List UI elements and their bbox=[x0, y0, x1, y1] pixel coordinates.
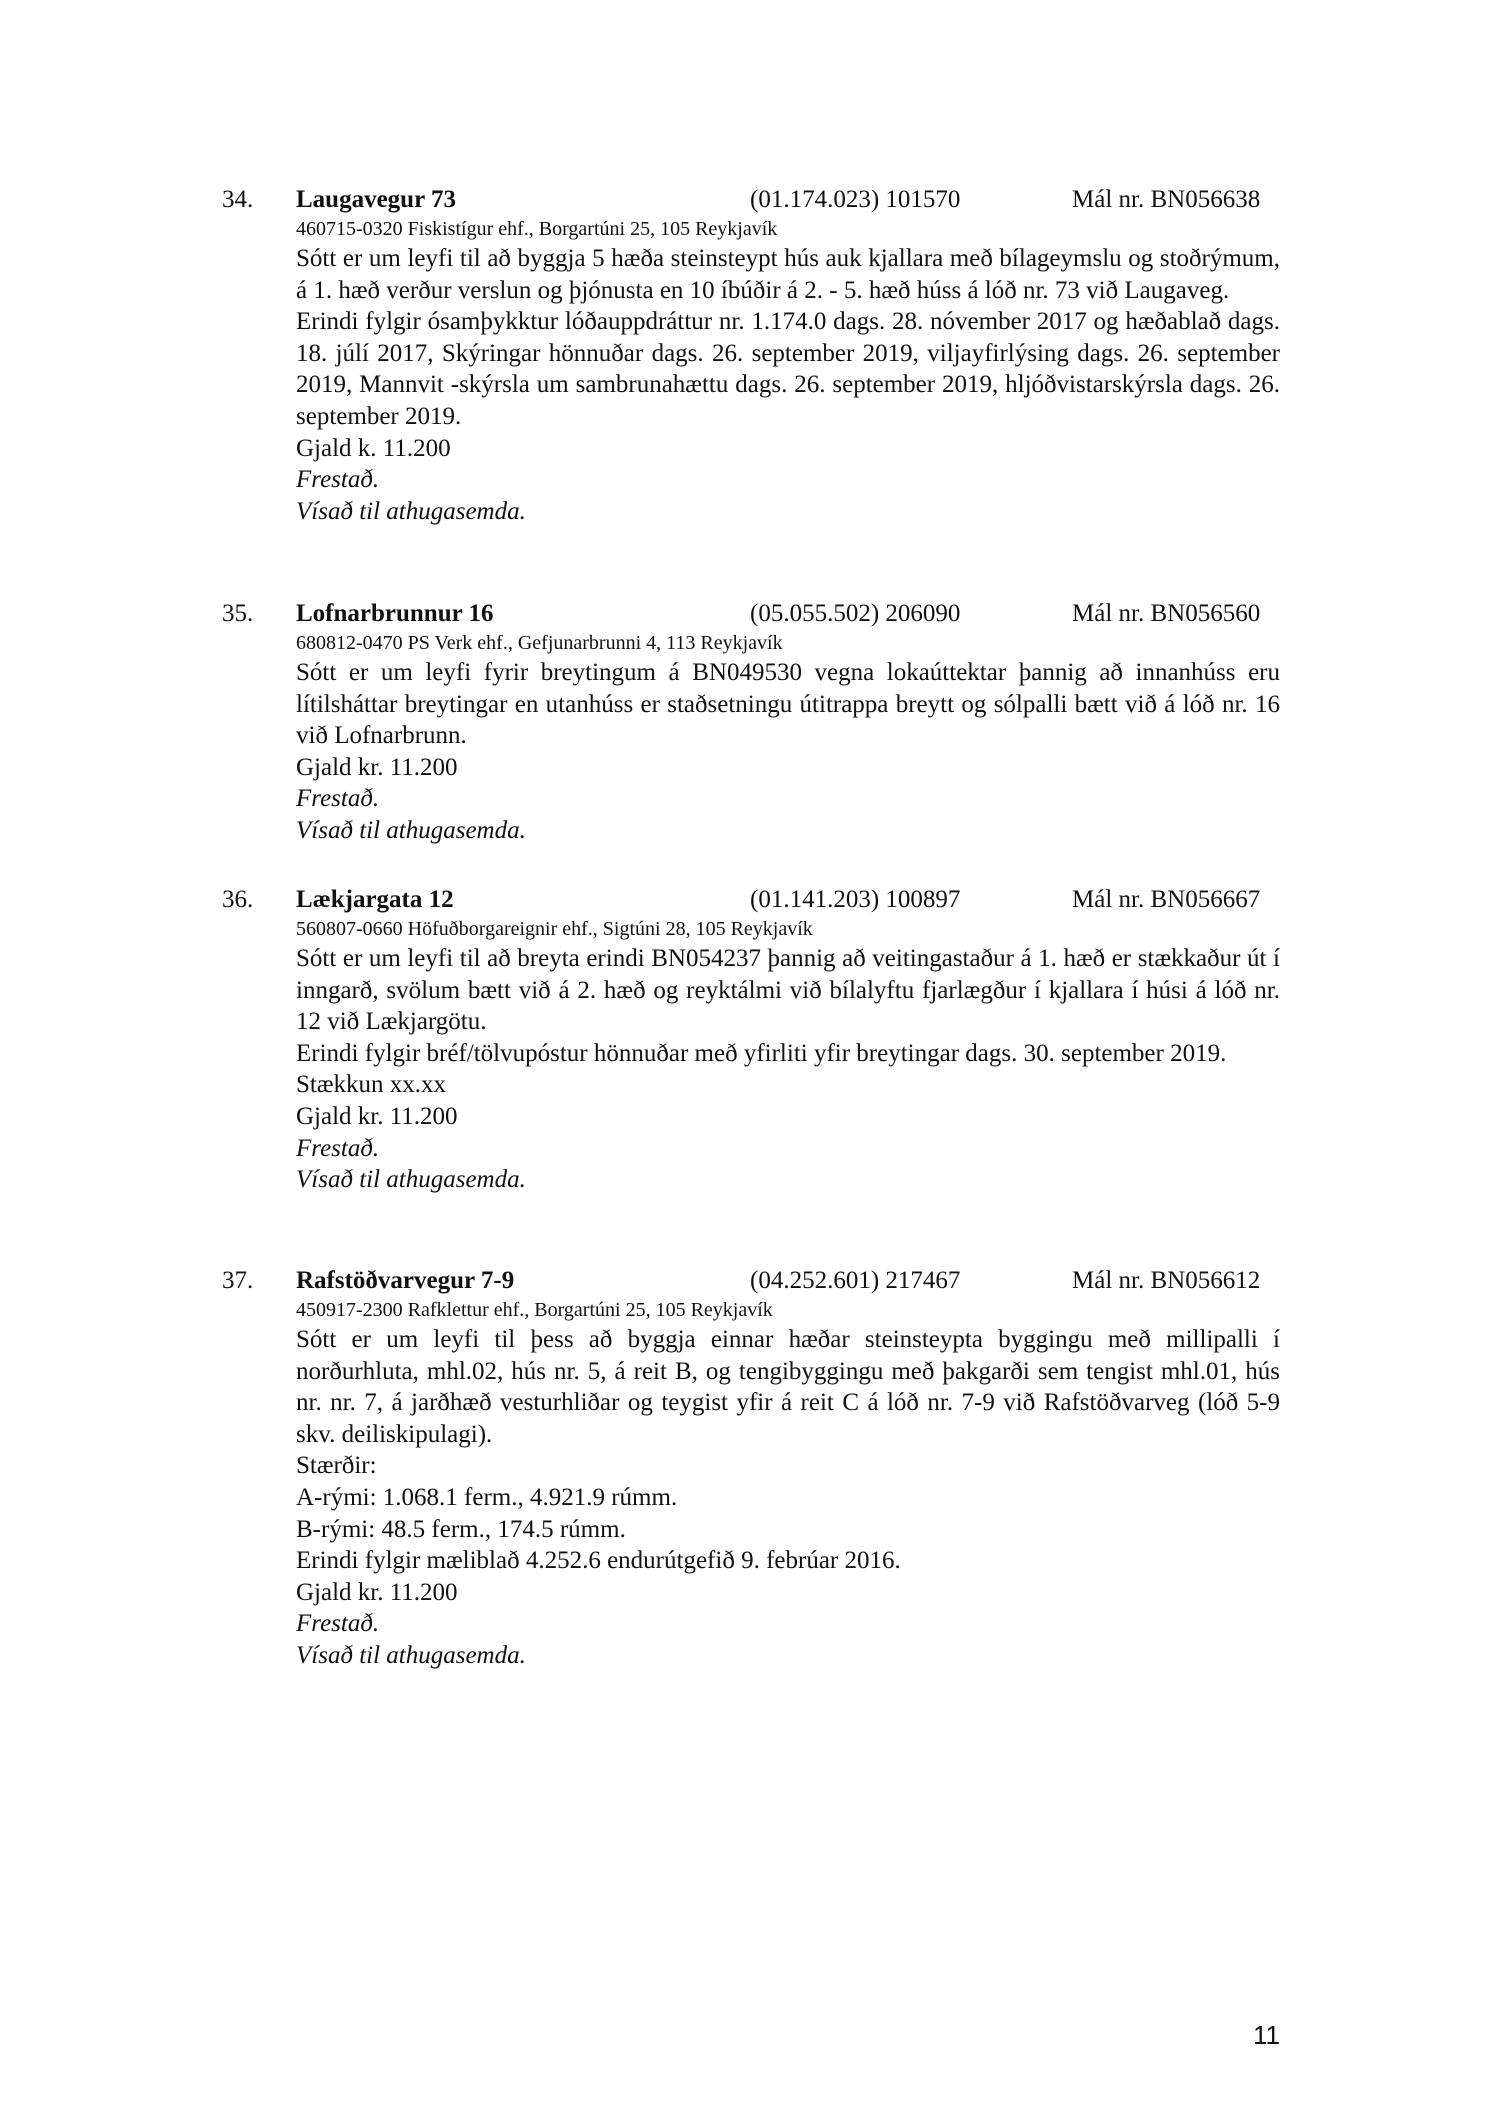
entry-applicant: 680812-0470 PS Verk ehf., Gefjunarbrunni 4, 113 Reykjavík bbox=[296, 632, 783, 654]
entry-body bbox=[296, 657, 1280, 847]
entry-applicant: 560807-0660 Höfuðborgareignir ehf., Sigtúni 28, 105 Reykjavík bbox=[296, 918, 813, 940]
entry-status: Frestað. bbox=[296, 1610, 380, 1638]
entry-number: 36. bbox=[222, 886, 254, 913]
entry-case-number: Mál nr. BN056667 bbox=[1072, 886, 1261, 913]
entry-address: Lækjargata 12 bbox=[296, 886, 454, 913]
entry-status: Frestað. bbox=[296, 1134, 380, 1162]
entry-case-number: Mál nr. BN056612 bbox=[1072, 1267, 1261, 1294]
entry-applicant: 450917-2300 Rafklettur ehf., Borgartúni 25, 105 Reykjavík bbox=[296, 1299, 773, 1321]
entry-referral: Vísað til athugasemda. bbox=[296, 1641, 526, 1669]
entry-fee: Gjald kr. 11.200 bbox=[296, 1578, 458, 1606]
entry-number: 35. bbox=[222, 600, 254, 627]
entry-attachments: Erindi fylgir mæliblað 4.252.6 endurútgefið 9. febrúar 2016. bbox=[296, 1547, 901, 1575]
entry-header bbox=[0, 183, 1500, 217]
entry-address: Rafstöðvarvegur 7-9 bbox=[296, 1267, 515, 1294]
entry-referral: Vísað til athugasemda. bbox=[296, 1166, 526, 1194]
entry-body bbox=[296, 943, 1280, 1196]
entry-description: Sótt er um leyfi fyrir breytingum á BN049530 vegna lokaúttektar þannig að innanhúss eru lítilsháttar breytingar en utanhúss er staðsetningu útitrappa breytt og sólpalli bætt við á lóð nr. 16 við Lofnarbrunn. bbox=[296, 659, 1280, 750]
entry-description: Sótt er um leyfi til að breyta erindi BN054237 þannig að veitingastaður á 1. hæð er stækkaður út í inngarð, svölum bætt við á 2. hæð og reyktálmi við bílalyftu fjarlægður í kjallara í húsi á lóð nr. 12 við Lækjargötu. bbox=[296, 945, 1280, 1036]
entry-address: Lofnarbrunnur 16 bbox=[296, 600, 494, 627]
entry-34 bbox=[0, 183, 1500, 527]
entry-lot: (04.252.601) 217467 bbox=[750, 1267, 961, 1294]
entry-number: 34. bbox=[222, 186, 254, 213]
entry-case-number: Mál nr. BN056560 bbox=[1072, 600, 1261, 627]
entry-36 bbox=[0, 883, 1500, 1196]
entry-attachments: Erindi fylgir ósamþykktur lóðauppdráttur nr. 1.174.0 dags. 28. nóvember 2017 og hæðablað dags. 18. júlí 2017, Skýringar hönnuðar dags. 26. september 2019, viljayfirlýsing dags. 26. september 2019, Mannvit -skýrsla um sambrunahættu dags. 26. september 2019, hljóðvistarskýrsla dags. 26. september 2019. bbox=[296, 308, 1280, 430]
entry-status: Frestað. bbox=[296, 466, 380, 494]
entry-body bbox=[296, 243, 1280, 527]
entry-header bbox=[0, 883, 1500, 917]
entry-case-number: Mál nr. BN056638 bbox=[1072, 186, 1261, 213]
entry-applicant: 460715-0320 Fiskistígur ehf., Borgartúni 25, 105 Reykjavík bbox=[296, 218, 778, 240]
entry-body bbox=[296, 1324, 1280, 1672]
entry-lot: (01.141.203) 100897 bbox=[750, 886, 961, 913]
entry-35 bbox=[0, 597, 1500, 847]
entry-description: Sótt er um leyfi til að byggja 5 hæða steinsteypt hús auk kjallara með bílageymslu og stoðrýmum, á 1. hæð verður verslun og þjónusta en 10 íbúðir á 2. - 5. hæð húss á lóð nr. 73 við Laugaveg. bbox=[296, 245, 1280, 304]
entry-header bbox=[0, 597, 1500, 631]
entry-status: Frestað. bbox=[296, 785, 380, 813]
entry-fee: Gjald kr. 11.200 bbox=[296, 1102, 458, 1130]
entry-description: Sótt er um leyfi til þess að byggja einnar hæðar steinsteypta byggingu með millipalli í norðurhluta, mhl.02, hús nr. 5, á reit B, og tengibyggingu með þakgarði sem tengist mhl.01, hús nr. nr. 7, á jarðhæð vesturhliðar og teygist yfir á reit C á lóð nr. 7-9 við Rafstöðvarveg (lóð 5-9 skv. deiliskipulagi). bbox=[296, 1326, 1280, 1448]
entry-lot: (01.174.023) 101570 bbox=[750, 186, 961, 213]
entry-referral: Vísað til athugasemda. bbox=[296, 816, 526, 844]
entry-attachments: Erindi fylgir bréf/tölvupóstur hönnuðar með yfirliti yfir breytingar dags. 30. september 2019. bbox=[296, 1039, 1227, 1067]
entry-lot: (05.055.502) 206090 bbox=[750, 600, 961, 627]
entry-referral: Vísað til athugasemda. bbox=[296, 497, 526, 525]
entry-b-space: B-rými: 48.5 ferm., 174.5 rúmm. bbox=[296, 1515, 626, 1543]
entry-address: Laugavegur 73 bbox=[296, 186, 456, 213]
entry-37 bbox=[0, 1264, 1500, 1672]
entry-number: 37. bbox=[222, 1267, 254, 1294]
entry-fee: Gjald kr. 11.200 bbox=[296, 753, 458, 781]
page-number: 11 bbox=[1253, 2020, 1280, 2050]
entry-enlargement: Stækkun xx.xx bbox=[296, 1071, 447, 1099]
entry-header bbox=[0, 1264, 1500, 1298]
entry-sizes-label: Stærðir: bbox=[296, 1452, 377, 1480]
entry-a-space: A-rými: 1.068.1 ferm., 4.921.9 rúmm. bbox=[296, 1483, 678, 1511]
entry-fee: Gjald k. 11.200 bbox=[296, 434, 451, 462]
